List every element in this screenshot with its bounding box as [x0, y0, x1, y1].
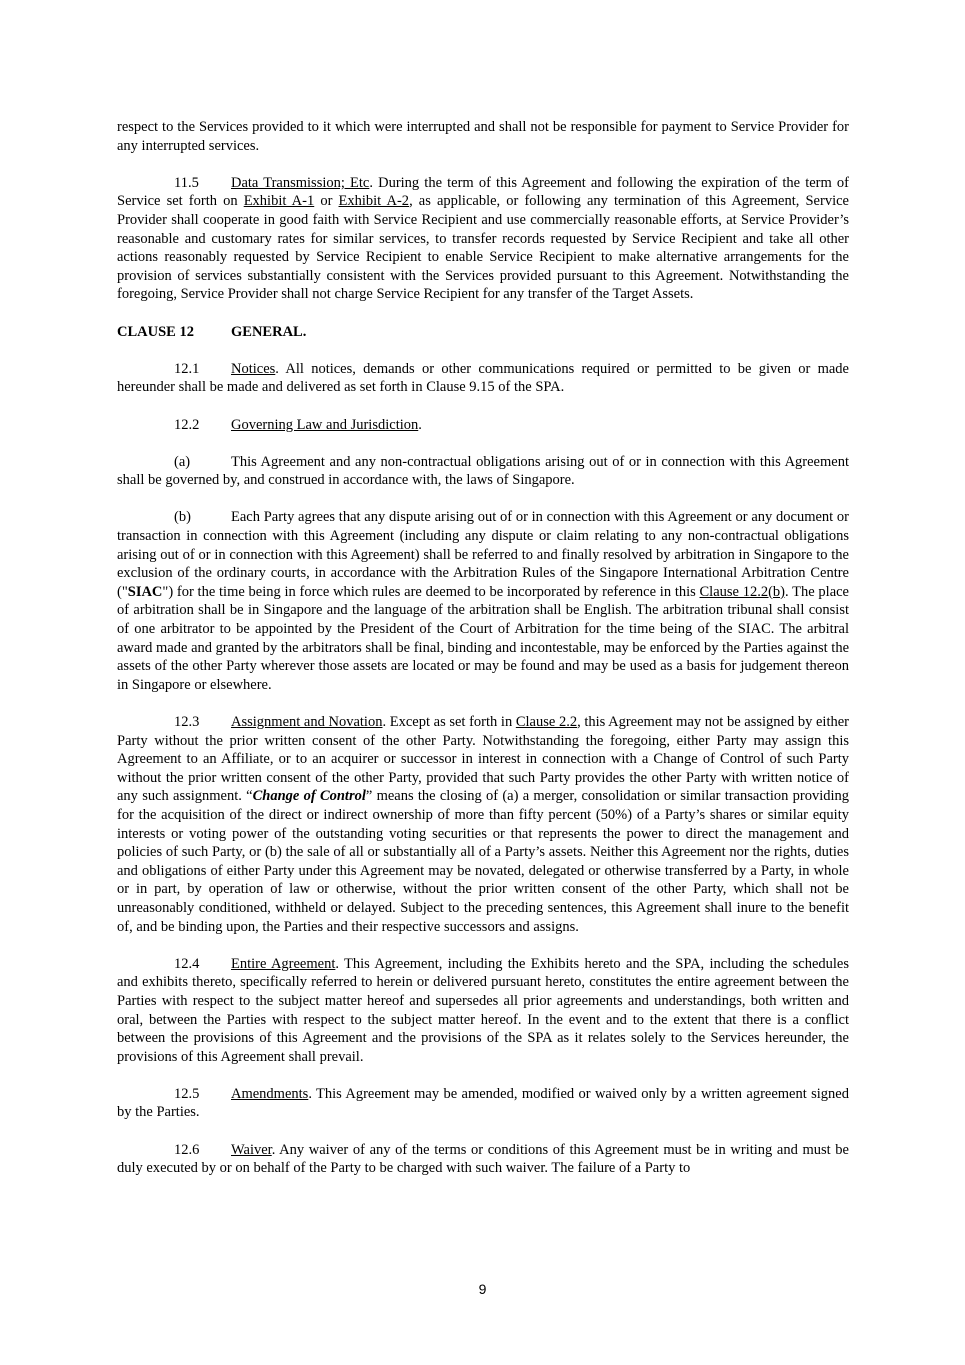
clause-2-2-reference: Clause 2.2	[515, 714, 578, 730]
section-11-5: 11.5 Data Transmission; Etc. During the term of this Agreement and following the expiration of the term of Service set forth on Exhibit A-1 or Exhibit A-2, as applicable, or following any termination of this Agreement, Service Provider shall cooperate in good faith with Service Recipient and use commercially reasonable efforts, at Service Provider’s reasonable and customary rates for similar services, to transfer records requested by Service Recipient and take all other actions reasonably requested by Service Recipient to enable Service Recipient to make alternative arrangements for the provision of services substantially consistent with the Services provided pursuant to this Agreement. Notwithstanding the foregoing, Service Provider shall not charge Service Recipient for any transfer of the Target Assets.	[117, 174, 849, 303]
section-title: Entire Agreement	[231, 955, 336, 972]
section-12-1: 12.1 Notices. All notices, demands or other communications required or permitted to be given or made hereunder shall be made and delivered as set forth in Clause 9.15 of the SPA.	[117, 360, 849, 396]
paragraph-continuation: respect to the Services provided to it which were interrupted and shall not be responsible for payment to Service Provider for any interrupted services.	[117, 119, 849, 154]
document-body	[117, 118, 849, 1196]
clause-number: CLAUSE 12	[117, 323, 194, 340]
section-title: Notices	[231, 360, 276, 377]
section-number: 12.1	[174, 360, 200, 377]
section-12-6: 12.6 Waiver. Any waiver of any of the terms or conditions of this Agreement must be in writing and must be duly executed by or on behalf of the Party to be charged with such waiver. The failure of a Party to	[117, 1141, 849, 1177]
section-12-2-a: (a) This Agreement and any non-contractual obligations arising out of or in connection with this Agreement shall be governed by, and construed in accordance with, the laws of Singapore.	[117, 453, 849, 489]
subsection-number: (b)	[174, 509, 191, 526]
siac-defined-term: SIAC	[127, 583, 163, 600]
section-title: Waiver	[231, 1141, 272, 1158]
section-number: 12.3	[174, 714, 200, 730]
exhibit-a-1-reference: Exhibit A-1	[243, 193, 315, 210]
change-of-control-defined-term: Change of Control	[252, 788, 366, 805]
clause-12-heading	[117, 323, 849, 342]
section-number: 12.2	[174, 416, 200, 433]
clause-title: GENERAL.	[231, 323, 307, 340]
clause-12-2-b-reference: Clause 12.2(b)	[699, 583, 786, 600]
section-12-2-b: (b) Each Party agrees that any dispute arising out of or in connection with this Agreement or any document or transaction in connection with this Agreement (including any dispute or claim relating to any non-contractual obligations arising out of or in connection with this Agreement) shall be referred to and finally resolved by arbitration in Singapore to the exclusion of the ordinary courts, in accordance with the Arbitration Rules of the Singapore International Arbitration Centre ("SIAC") for the time being in force which rules are deemed to be incorporated by reference in this Clause 12.2(b). The place of arbitration shall be in Singapore and the language of the arbitration shall be English. The arbitration tribunal shall consist of one arbitrator to be appointed by the President of the Court of Arbitration for the time being of the SIAC. The arbitral award made and granted by the arbitrators shall be final, binding and incontestable, may be enforced by the Parties against the assets of the other Party wherever those assets are located or may be found and may be used as a basis for judgement thereon in Singapore or elsewhere.	[117, 509, 850, 693]
section-12-5: 12.5 Amendments. This Agreement may be amended, modified or waived only by a written agreement signed by the Parties.	[117, 1085, 849, 1121]
section-number: 12.4	[174, 955, 200, 972]
exhibit-a-2-reference: Exhibit A-2	[338, 193, 410, 210]
page-number: 9	[478, 1281, 487, 1297]
section-title: Assignment and Novation	[231, 714, 383, 730]
section-title: Data Transmission; Etc	[231, 174, 370, 191]
section-12-4: 12.4 Entire Agreement. This Agreement, including the Exhibits hereto and the SPA, including the schedules and exhibits thereto, specifically referred to herein or delivered pursuant hereto, constitutes the entire agreement between the Parties with respect to the subject matter hereof and supersedes all prior agreements and understandings, both written and oral, between the Parties with respect to the subject matter hereof. In the event and to the extent that there is a conflict between the provisions of this Agreement and the provisions of the SPA as it relates solely to the Services hereunder, the provisions of this Agreement shall prevail.	[117, 955, 849, 1065]
section-number: 12.6	[174, 1141, 200, 1158]
section-title: Governing Law and Jurisdiction	[231, 416, 419, 433]
section-number: 11.5	[174, 174, 199, 191]
subsection-number: (a)	[174, 453, 191, 470]
section-number: 12.5	[174, 1085, 200, 1102]
section-12-3: 12.3 Assignment and Novation. Except as set forth in Clause 2.2, this Agreement may not be assigned by either Party without the prior written consent of the other Party. Notwithstanding the foregoing, either Party may assign this Agreement to an Affiliate, or to an acquirer or successor in interest in connection with a Change of Control of such Party without the prior written consent of the other Party, provided that such Party provides the other Party with written notice of any such assignment. “Change of Control” means the closing of (a) a merger, consolidation or similar transaction providing for the acquisition of the direct or indirect ownership of more than fifty percent (50%) of a Party’s shares or similar equity interests or voting power of the outstanding voting securities or that represents the power to direct the management and policies of such Party, or (b) the sale of all or substantially all of a Party’s assets. Neither this Agreement nor the rights, duties and obligations of either Party under this Agreement may be novated, delegated or otherwise transferred by a Party, in whole or in part, by operation of law or otherwise, without the prior written consent of the other Party, which shall not be unreasonably conditioned, withheld or delayed. Subject to the preceding sentences, this Agreement shall inure to the benefit of, and be binding upon, the Parties and their respective successors and assigns.	[117, 714, 850, 935]
section-title: Amendments	[231, 1085, 309, 1102]
section-12-2: 12.2 Governing Law and Jurisdiction.	[174, 416, 422, 433]
